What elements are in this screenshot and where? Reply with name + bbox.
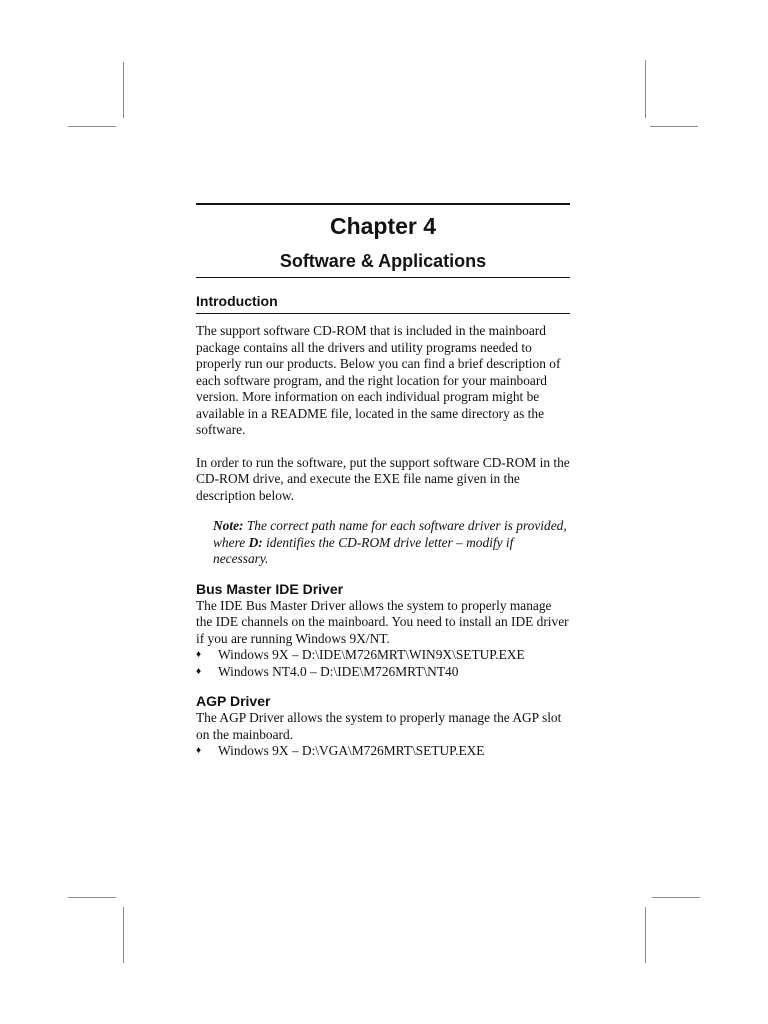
crop-mark-bottom-right-horizontal	[652, 897, 700, 898]
driver-path-note	[213, 518, 570, 568]
list-item	[196, 743, 570, 760]
page-content	[196, 203, 570, 760]
crop-mark-bottom-left-vertical	[123, 907, 124, 963]
bus-master-paragraph: The IDE Bus Master Driver allows the system to properly manage the IDE channels on the mainboard. You need to install an IDE driver if you are running Windows 9X/NT.	[196, 597, 569, 646]
introduction-paragraph-1: The support software CD-ROM that is included in the mainboard package contains all the drivers and utility programs needed to properly run our products. Below you can find a brief description of each software program, and the right location for your mainboard version. More information on each individual program might be available in a README file, located in the same directory as the software.	[196, 323, 561, 437]
driver-path-text: Windows NT4.0 – D:\IDE\M726MRT\NT40	[218, 663, 459, 679]
note-text-after: identifies the CD-ROM drive letter – modify if necessary.	[213, 534, 514, 566]
note-drive-letter: D:	[248, 534, 263, 550]
agp-heading: AGP Driver	[196, 693, 271, 709]
chapter-top-rule	[196, 203, 570, 205]
agp-driver-list	[196, 743, 570, 760]
introduction-paragraph-2: In order to run the software, put the support software CD-ROM in the CD-ROM drive, and execute the EXE file name given in the description below.	[196, 454, 570, 503]
introduction-heading: Introduction	[196, 292, 570, 314]
driver-path-text: Windows 9X – D:\IDE\M726MRT\WIN9X\SETUP.EXE	[218, 647, 525, 662]
diamond-bullet-icon: ♦	[196, 665, 202, 677]
chapter-subtitle: Software & Applications	[279, 251, 487, 271]
diamond-bullet-icon: ♦	[196, 745, 202, 756]
driver-path-text: Windows 9X – D:\VGA\M726MRT\SETUP.EXE	[218, 743, 485, 758]
chapter-bottom-rule	[196, 277, 570, 278]
crop-mark-bottom-left-horizontal	[68, 897, 116, 898]
list-item	[196, 664, 570, 681]
crop-mark-bottom-right-vertical	[645, 907, 646, 963]
crop-mark-top-left-horizontal	[68, 126, 116, 127]
bus-master-heading: Bus Master IDE Driver	[196, 580, 344, 597]
bus-master-driver-list	[196, 647, 570, 680]
note-label: Note:	[213, 518, 244, 533]
note-text-before: The correct path name for each software driver is provided, where	[213, 518, 567, 550]
diamond-bullet-icon: ♦	[196, 649, 202, 660]
agp-paragraph: The AGP Driver allows the system to properly manage the AGP slot on the mainboard.	[196, 710, 562, 742]
crop-mark-top-left-vertical	[123, 62, 124, 118]
list-item	[196, 647, 570, 664]
crop-mark-top-right-horizontal	[650, 126, 698, 127]
crop-mark-top-right-vertical	[645, 60, 646, 118]
chapter-title: Chapter 4	[329, 213, 437, 239]
